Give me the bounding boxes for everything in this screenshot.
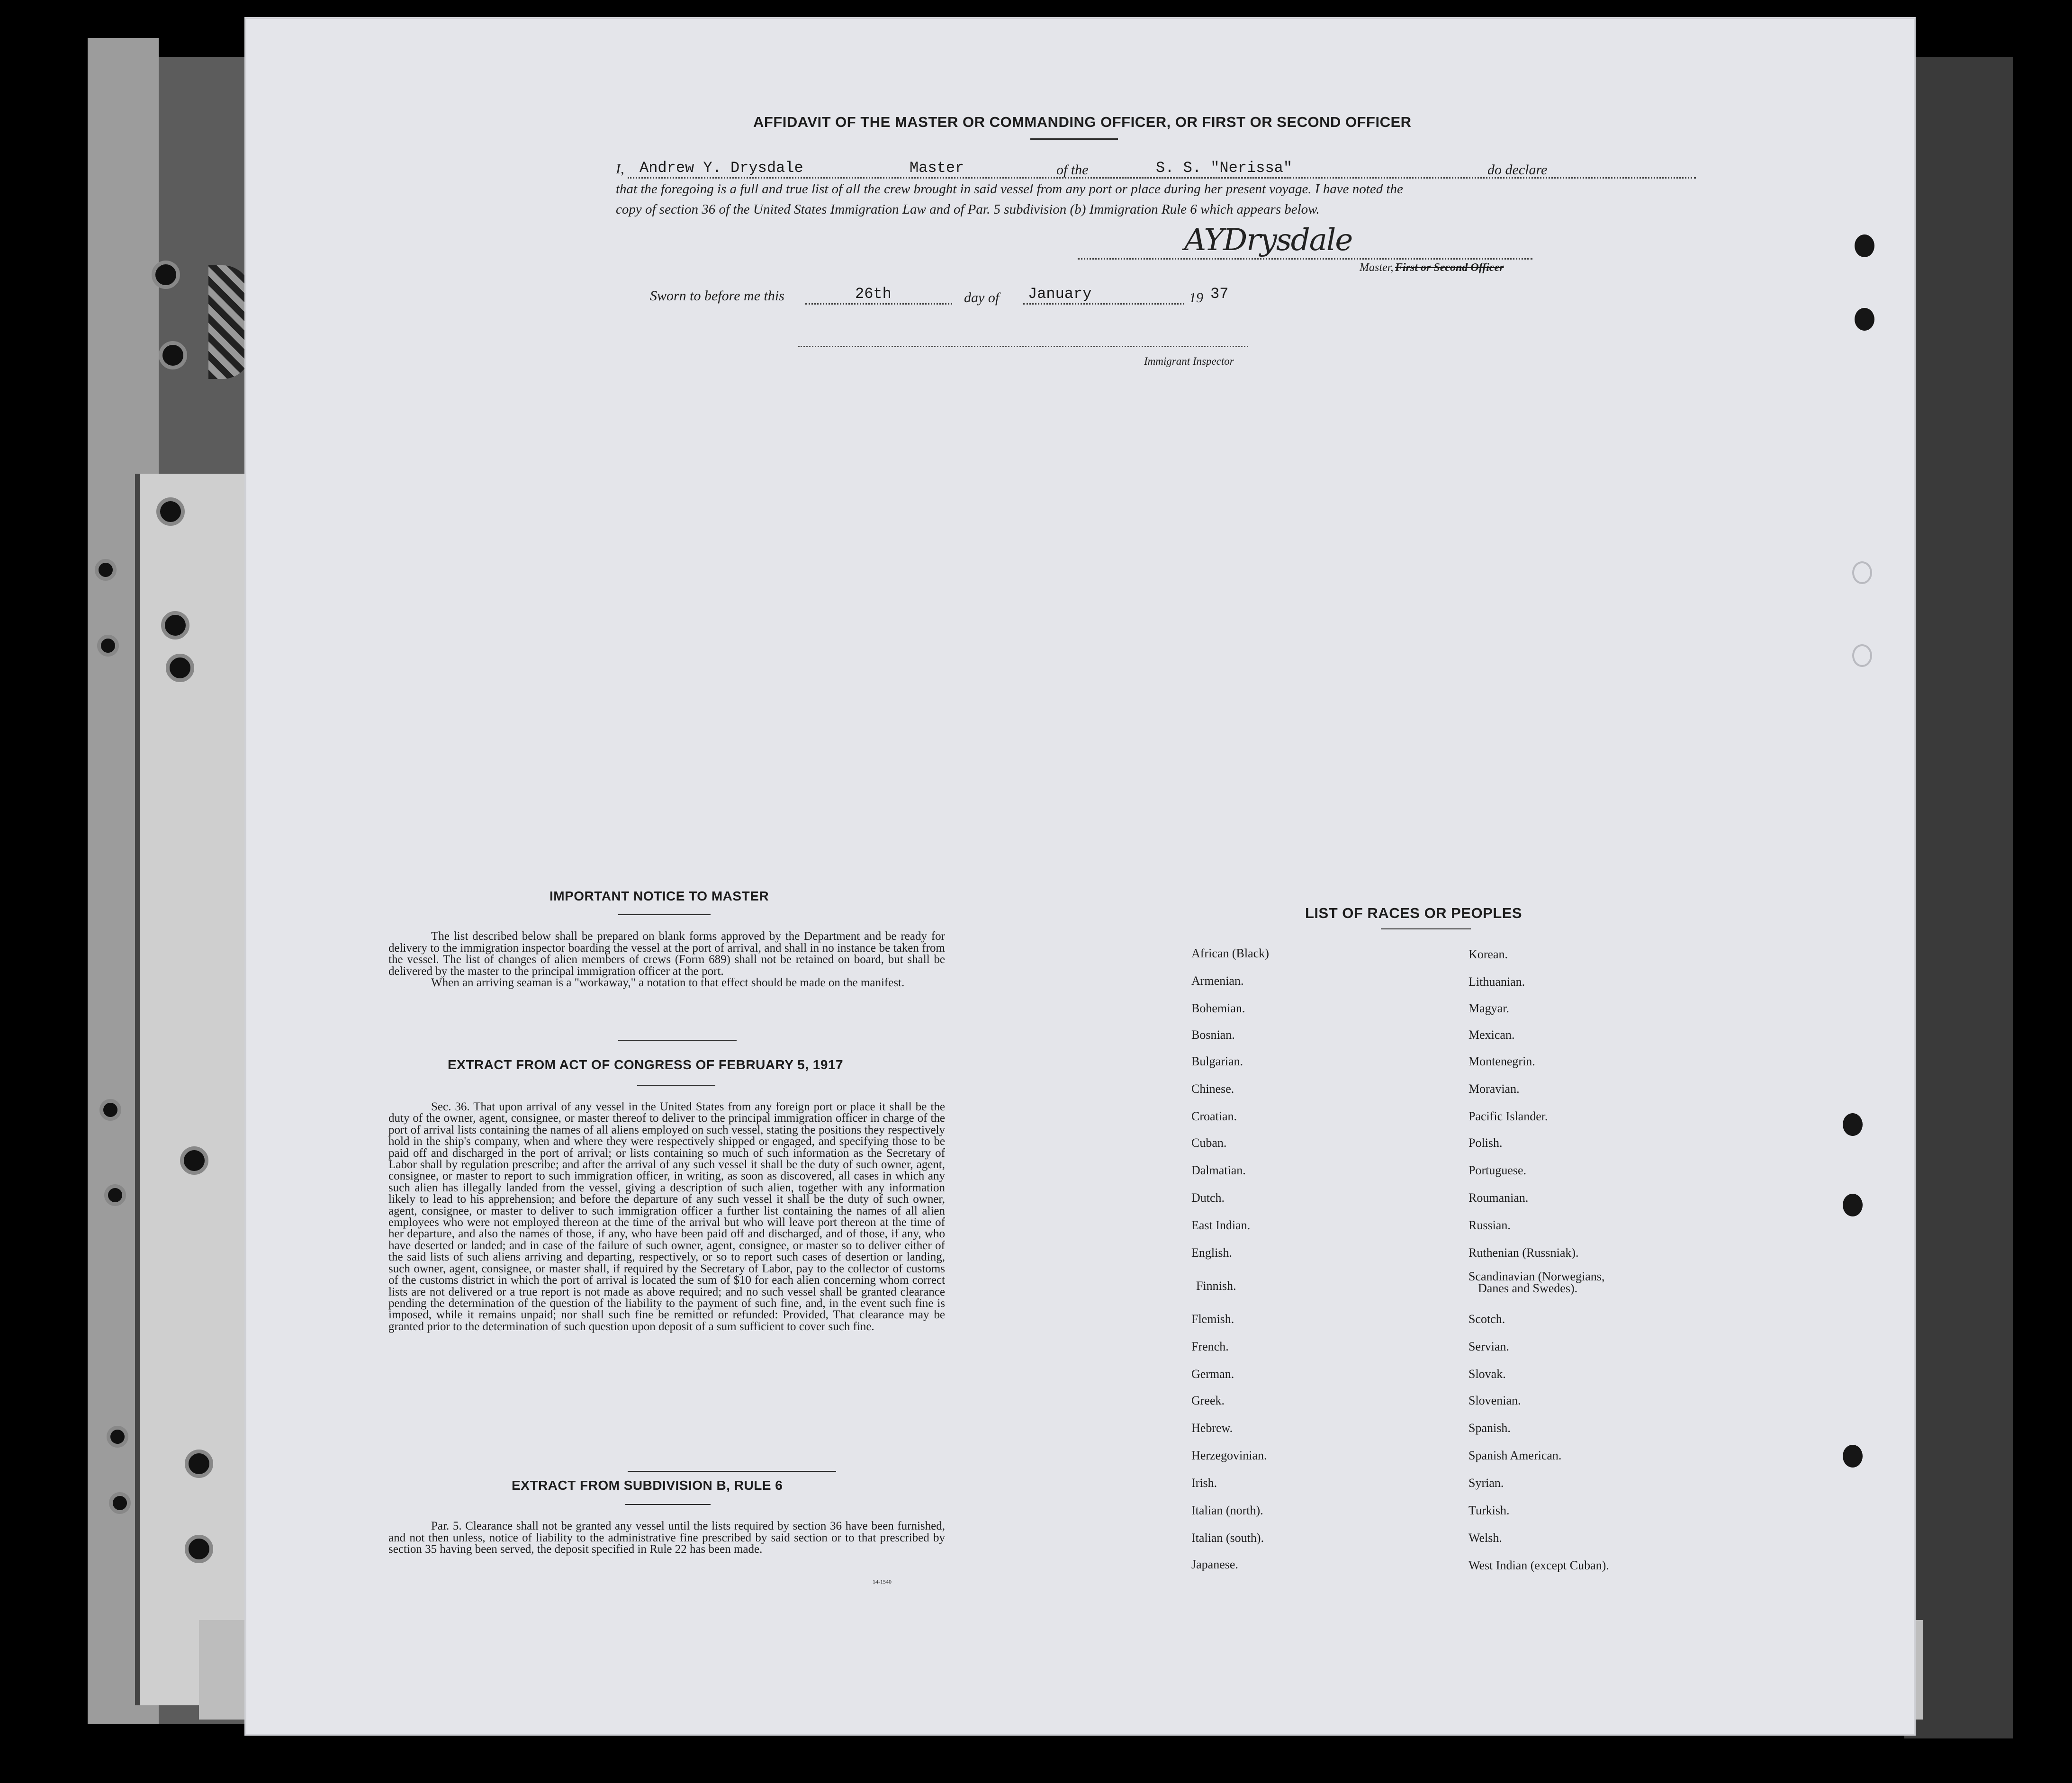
race-item: Magyar. <box>1468 1001 1509 1015</box>
i-label: I, <box>616 161 624 177</box>
race-item: Slovak. <box>1468 1367 1506 1381</box>
race-item: Chinese. <box>1191 1082 1234 1096</box>
race-item: Dutch. <box>1191 1191 1225 1205</box>
divider <box>637 1085 715 1086</box>
sworn-day: 26th <box>855 285 892 303</box>
race-item: Danes and Swedes). <box>1478 1281 1578 1295</box>
race-item: French. <box>1191 1340 1229 1353</box>
binder-hole <box>185 1535 213 1563</box>
race-item: Moravian. <box>1468 1082 1520 1096</box>
master-label: Master, <box>1360 261 1394 274</box>
race-item: Bulgarian. <box>1191 1054 1243 1068</box>
rank: Master <box>910 159 964 177</box>
race-item: Bohemian. <box>1191 1001 1245 1015</box>
rule-paragraph: Par. 5. Clearance shall not be granted any vessel until the lists required by section 36 have been furnished, and not then unless, notice of liability to the administrative fine prescribed by said section or to that prescribed by section 35 having been served, the deposit specified in Rule 22 has been made. <box>388 1520 945 1556</box>
signature-line <box>1078 258 1532 260</box>
year-prefix: 19 <box>1189 290 1203 306</box>
do-declare-label: do declare <box>1487 162 1548 178</box>
race-item: Croatian. <box>1191 1109 1237 1123</box>
race-item: Korean. <box>1468 947 1508 961</box>
master-name: Andrew Y. Drysdale <box>640 159 803 177</box>
notice-paragraph: When an arriving seaman is a "workaway," a notation to that effect should be made on the manifest. <box>431 976 905 990</box>
race-item: German. <box>1191 1367 1234 1381</box>
notice-title: IMPORTANT NOTICE TO MASTER <box>550 889 769 903</box>
declaration-line: copy of section 36 of the United States Immigration Law and of Par. 5 subdivision (b) Immigration Rule 6 which appears below. <box>616 202 1320 217</box>
race-item: Greek. <box>1191 1394 1225 1407</box>
race-item: Finnish. <box>1196 1279 1236 1293</box>
of-the-label: of the <box>1056 162 1089 178</box>
race-item: English. <box>1191 1246 1232 1260</box>
race-item: Bosnian. <box>1191 1028 1235 1042</box>
notice-text <box>388 931 945 989</box>
race-item: African (Black) <box>1191 946 1269 960</box>
punch-hole <box>1855 308 1874 331</box>
race-item: Spanish. <box>1468 1421 1511 1435</box>
binder-hole <box>166 654 194 682</box>
divider <box>618 1040 737 1041</box>
background-page <box>135 474 249 1705</box>
punch-hole <box>1855 234 1874 257</box>
race-item: Russian. <box>1468 1218 1511 1232</box>
day-line <box>805 303 952 305</box>
race-item: Mexican. <box>1468 1028 1515 1042</box>
race-item: Cuban. <box>1191 1136 1227 1150</box>
binder-hole <box>107 1426 128 1448</box>
divider <box>1381 928 1471 929</box>
binder-hole <box>152 261 180 289</box>
rule-extract-text <box>388 1521 945 1556</box>
punch-hole <box>1843 1113 1863 1136</box>
inspector-signature-line <box>798 346 1248 347</box>
binder-hole <box>185 1450 213 1478</box>
races-title: LIST OF RACES OR PEOPLES <box>1305 905 1522 921</box>
race-item: Flemish. <box>1191 1312 1234 1326</box>
race-item: West Indian (except Cuban). <box>1468 1558 1609 1572</box>
day-of-label: day of <box>964 290 1000 306</box>
divider <box>628 1471 836 1472</box>
punch-hole <box>1852 644 1872 667</box>
race-item: Irish. <box>1191 1476 1217 1490</box>
notice-paragraph: The list described below shall be prepared on blank forms approved by the Department and be ready for delivery to the immigration inspector boarding the vessel at the port of arrival, and shall in no instance be taken from the vessel. The list of changes of alien members of crews (Form 689) shall not be retained on board, but shall be delivered by the master to the principal immigration officer at the port. <box>388 930 945 978</box>
divider <box>1030 138 1118 140</box>
rule-extract-title: EXTRACT FROM SUBDIVISION B, RULE 6 <box>512 1478 783 1493</box>
race-item: Italian (south). <box>1191 1531 1264 1545</box>
vessel-line <box>1099 177 1696 179</box>
race-item: Hebrew. <box>1191 1421 1233 1435</box>
inspector-label: Immigrant Inspector <box>1144 355 1234 367</box>
binder-hole <box>180 1146 208 1175</box>
affidavit-title: AFFIDAVIT OF THE MASTER OR COMMANDING OFFICER, OR FIRST OR SECOND OFFICER <box>753 114 1412 130</box>
race-item: Turkish. <box>1468 1504 1510 1517</box>
sworn-label: Sworn to before me this <box>650 288 784 304</box>
race-item: Lithuanian. <box>1468 975 1525 989</box>
act-extract-title: EXTRACT FROM ACT OF CONGRESS OF FEBRUARY 5, 1917 <box>448 1057 844 1072</box>
sworn-month: January <box>1028 285 1092 303</box>
race-item: Spanish American. <box>1468 1449 1562 1462</box>
race-item: Japanese. <box>1191 1558 1238 1571</box>
race-item: Herzegovinian. <box>1191 1449 1267 1462</box>
race-item: Scotch. <box>1468 1312 1505 1326</box>
struck-officer-titles: First or Second Officer <box>1395 261 1504 274</box>
act-extract-text <box>388 1101 945 1333</box>
binder-hole <box>161 611 189 639</box>
divider <box>618 914 711 915</box>
race-item: Portuguese. <box>1468 1163 1527 1177</box>
punch-hole <box>1843 1445 1863 1468</box>
affidavit-document <box>246 19 1914 1734</box>
act-paragraph: Sec. 36. That upon arrival of any vessel in the United States from any foreign port or place it shall be the duty of the owner, agent, consignee, or master thereof to deliver to the principal immigration officer in charge of the port of arrival lists containing the names of all aliens employed on such vessel, stating the positions they respectively hold in the ship's company, when and where they were respectively shipped or engaged, and specifying those to be paid off and discharged in the port of arrival; or lists containing so much of such information as the Secretary of Labor shall by regulation prescribe; and after the arrival of any such vessel it shall be the duty of such owner, agent, consignee, or master to report to such immigration officer, in writing, as soon as discovered, all cases in which any such alien has illegally landed from the vessel, giving a description of such alien, together with any information likely to lead to his apprehension; and before the departure of any such vessel it shall be the duty of such owner, agent, consignee, or master to deliver to such immigration officer a further list containing the names of all alien employees who were not employed thereon at the time of the arrival but who will leave port thereon at the time of her departure, and also the names of those, if any, who have been paid off and discharged, and of those, if any, who have deserted or landed; and in case of the failure of such owner, agent, consignee, or master so to deliver either of the said lists of such aliens arriving and departing, respectively, or so to report such cases of desertion or landing, such owner, agent, consignee, or master shall, if required by the Secretary of Labor, pay to the collector of customs of the customs district in which the port of arrival is located the sum of $10 for each alien concerning whom correct lists are not delivered or a true report is not made as above required; and no such vessel shall be granted clearance pending the determination of the question of the liability to the payment of such fine, and, in the event such fine is imposed, while it remains unpaid; nor shall such fine be remitted or refunded: Provided, That clearance may be granted prior to the determination of such question upon deposit of a sum sufficient to cover such fine. <box>388 1100 945 1333</box>
race-item: Dalmatian. <box>1191 1163 1246 1177</box>
race-item: Italian (north). <box>1191 1504 1263 1517</box>
sworn-year: 37 <box>1210 285 1229 303</box>
vessel-name: S. S. "Nerissa" <box>1156 159 1293 177</box>
binder-hole <box>104 1184 126 1206</box>
race-item: Servian. <box>1468 1340 1509 1353</box>
race-item: Pacific Islander. <box>1468 1109 1548 1123</box>
punch-hole <box>1843 1194 1863 1216</box>
race-item: Roumanian. <box>1468 1191 1529 1205</box>
binder-hole <box>99 1099 121 1121</box>
race-item: Syrian. <box>1468 1476 1504 1490</box>
divider <box>625 1504 711 1505</box>
race-item: East Indian. <box>1191 1218 1251 1232</box>
race-item: Montenegrin. <box>1468 1054 1535 1068</box>
binder-hole <box>95 559 117 581</box>
race-item: Ruthenian (Russniak). <box>1468 1246 1579 1260</box>
binder-hole <box>159 341 187 369</box>
binder-hole <box>156 497 185 526</box>
binder-hole <box>109 1492 131 1514</box>
race-item: Armenian. <box>1191 974 1244 988</box>
race-item: Scandinavian (Norwegians, <box>1468 1270 1605 1283</box>
form-number: 14-1540 <box>873 1578 892 1585</box>
punch-hole <box>1852 561 1872 584</box>
master-signature: AYDrysdale <box>1184 223 1352 258</box>
month-line <box>1023 303 1184 305</box>
race-item: Welsh. <box>1468 1531 1502 1545</box>
background-page <box>1904 57 2013 1738</box>
declaration-line: that the foregoing is a full and true list of all the crew brought in said vessel from any port or place during her present voyage. I have noted the <box>616 181 1403 197</box>
race-item: Polish. <box>1468 1136 1503 1150</box>
binder-hole <box>97 635 119 657</box>
seal-edge <box>208 265 251 379</box>
race-item: Slovenian. <box>1468 1394 1521 1407</box>
